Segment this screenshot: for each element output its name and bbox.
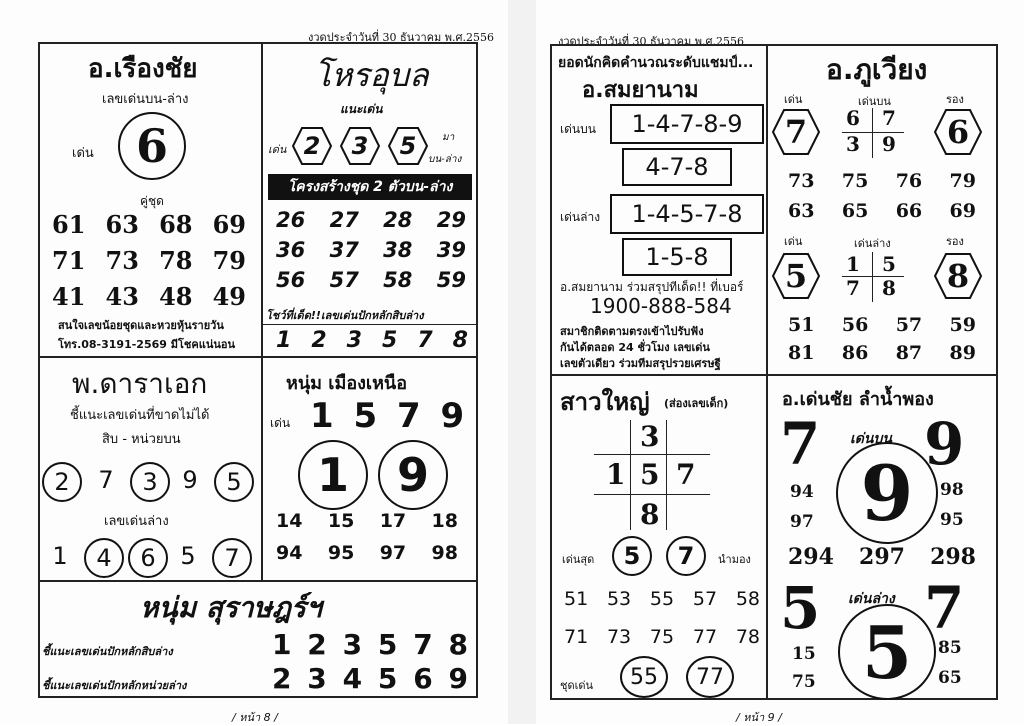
daraek-top-3: 3 xyxy=(130,462,170,502)
hex-2: 3 xyxy=(340,126,380,166)
header-left: งวดประจำวันที่ 30 ธันวาคม พ.ศ.2556 xyxy=(308,31,494,44)
phuwiang-row-3: 51 56 57 59 xyxy=(788,314,976,336)
den-lang-label: เด่นล่าง xyxy=(560,210,601,224)
chut-label: ชุดเด่น xyxy=(560,679,594,692)
phuwiang-top-rong: 6 xyxy=(934,108,982,156)
hex-1: 2 xyxy=(292,126,332,166)
num-surat-label-1: ชี้แนะเลขเด่นปักหลักสิบล่าง xyxy=(42,645,173,658)
num-surat-digits-2: 2 3 4 5 6 9 xyxy=(272,662,468,695)
den-circle: 6 xyxy=(118,112,186,180)
daraek-bottom-2: 4 xyxy=(84,538,124,578)
daraek-bottom-4: 5 xyxy=(180,542,196,570)
chut-circle-2: 77 xyxy=(686,656,734,698)
horoscope-title: โหรอุบล xyxy=(314,56,429,94)
mid-box: 4-7-8 xyxy=(622,148,732,186)
daraek-top-2: 7 xyxy=(98,466,114,494)
saoyai-subtitle: (ส่องเลขเด็ก) xyxy=(664,397,729,410)
phuwiang-den-label-2: เด่น xyxy=(784,235,803,248)
daraek-top-1: 2 xyxy=(42,462,82,502)
left-page xyxy=(0,0,508,724)
num-surat-digits-1: 1 2 3 5 7 8 xyxy=(272,628,468,661)
horoscope-digits: 1 2 3 5 7 8 xyxy=(276,328,468,353)
phuwiang-den-label: เด่น xyxy=(784,93,803,106)
ruang-phone: โทร.08-3191-2569 มีโชคแน่นอน xyxy=(58,338,235,351)
phuwiang-row-2: 63 65 66 69 xyxy=(788,200,976,222)
horoscope-den-label: เด่น xyxy=(268,143,287,156)
lang-center-circle: 5 xyxy=(838,604,936,700)
phuwiang-low-hex: 5 xyxy=(772,252,820,300)
denchai-title: อ.เด่นชัย ลำน้ำพอง xyxy=(782,389,934,410)
phuwiang-row-1: 73 75 76 79 xyxy=(788,170,976,192)
horoscope-note: โชว์ที่เด็ด!!เลขเด่นปักหลักสิบล่าง xyxy=(266,309,424,322)
den-lang-box: 1-4-5-7-8 xyxy=(610,194,764,234)
ruang-note: สนใจเลขน้อยชุดและหวยหุ้นรายวัน xyxy=(58,319,224,332)
samyanam-note4: เลขตัวเดียว ร่วมทีมสรุปรวยเศรษฐี xyxy=(560,357,721,370)
num-north-row-1: 14 15 17 18 xyxy=(276,510,458,532)
header-right: งวดประจำวันที่ 30 ธันวาคม พ.ศ.2556 xyxy=(558,35,744,48)
den-label: เด่น xyxy=(72,146,94,161)
daraek-top-4: 9 xyxy=(182,466,198,494)
saoyai-title: สาวใหญ่ xyxy=(560,388,650,416)
lang-label: เด่นล่าง xyxy=(848,591,895,607)
daraek-top-5: 5 xyxy=(214,462,254,502)
samyanam-title: อ.สมยานาม xyxy=(582,78,699,103)
horoscope-bar: โครงสร้างชุด 2 ตัวบน-ล่าง xyxy=(268,174,472,200)
daraek-low-label: เลขเด่นล่าง xyxy=(104,514,169,529)
lang-right: 7 xyxy=(924,574,965,642)
saoyai-row-1: 51 53 55 57 58 xyxy=(564,588,760,610)
footer-left: / หน้า 8 / xyxy=(232,711,278,724)
denchai-mid-row: 294 297 298 xyxy=(788,544,976,570)
phuwiang-rong-label-2: รอง xyxy=(946,235,964,248)
samyanam-note2: สมาชิกติดตามตรงเข้าไปรับฟัง xyxy=(560,325,704,338)
saoyai-circle-1: 5 xyxy=(612,536,652,576)
den-sut-label: เด่นสุด xyxy=(562,553,595,566)
daraek-bottom-1: 1 xyxy=(52,542,68,570)
phuwiang-den-bon-label: เด่นบน xyxy=(858,95,891,108)
ruang-chai-subtitle: เลขเด่นบน-ล่าง xyxy=(102,92,189,107)
phuwiang-den-lang-label: เด่นล่าง xyxy=(854,237,891,250)
bon-label: เด่นบน xyxy=(850,431,892,447)
ruang-row-3: 41 43 48 49 xyxy=(52,282,246,311)
phuwiang-row-4: 81 86 87 89 xyxy=(788,342,976,364)
num-surat-label-2: ชี้แนะเลขเด่นปักหลักหน่วยล่าง xyxy=(42,679,187,692)
samyanam-phone: 1900-888-584 xyxy=(590,294,732,318)
chut-circle-1: 55 xyxy=(620,656,668,698)
samyanam-top-note: ยอดนักคิดคำนวณระดับแชมป์... xyxy=(558,55,754,71)
phuwiang-title: อ.ภูเวียง xyxy=(826,53,928,86)
num-north-circle-2: 9 xyxy=(378,440,448,510)
binder-gap xyxy=(508,0,536,724)
nam-mong-label: นำมอง xyxy=(718,553,751,566)
num-north-den-label: เด่น xyxy=(270,416,291,430)
horoscope-grid-row-3: 56 57 58 59 xyxy=(276,268,466,292)
lang-left: 5 xyxy=(780,574,821,642)
saoyai-row-2: 71 73 75 77 78 xyxy=(564,626,760,648)
phuwiang-low-rong: 8 xyxy=(934,252,982,300)
daraek-title: พ.ดาราเอก xyxy=(72,367,208,400)
side-label-2: บน-ล่าง xyxy=(428,154,462,165)
bon-left: 7 xyxy=(780,410,821,478)
bon-center-circle: 9 xyxy=(836,442,938,544)
hex-3: 5 xyxy=(388,126,428,166)
side-label-1: มา xyxy=(442,132,455,143)
phuwiang-rong-label: รอง xyxy=(946,93,964,106)
right-page: งวดประจำวันที่ 30 ธันวาคม พ.ศ.2556 ยอดนักคิดคำนวณระดับแชมป์... อ.สมยานาม เด่นบน 1-4-7-8-9 4-7-8 เด่นล่าง 1-4-5-7-8 1-5-8 อ.สมยานาม ร่วมสรุปทีเด็ด!! ที่เบอร์ 1900-888-584 สมาชิกติดตามตรงเข้าไปรับฟัง กันได้ตลอด 24 ชั่วโมง เลขเด่น เลขตัวเดียว ร่วมทีมสรุปรวยเศรษฐี อ.ภูเวียง เด่น เด่นบน รอง 7 6 7 3 9 6 73 75 76 79 63 65 66 69 เด่น เด่นล่าง รอง 5 1 5 7 8 8 51 56 57 59 81 86 87 89 สาวใหญ่ (ส่องเลขเด็ก) 3 1 5 7 8 เด่นสุด 5 7 นำมอง 51 53 55 57 58 71 73 75 77 78 ชุดเด่น 55 77 อ.เด่นชัย ลำน้ำพอง 7 เด่นบน 9 9 94 97 98 95 294 297 298 5 เด่นล่าง 7 5 15 75 85 65 / หน้า 9 / xyxy=(536,0,1024,724)
pair-label: คู่ชุด xyxy=(140,194,164,208)
horoscope-subtitle: แนะเด่น xyxy=(340,102,383,116)
saoyai-circle-2: 7 xyxy=(666,536,706,576)
phuwiang-top-hex: 7 xyxy=(772,108,820,156)
bottom-box: 1-5-8 xyxy=(622,238,732,276)
num-north-big-digits: 1 5 7 9 xyxy=(310,396,469,436)
ruang-row-2: 71 73 78 79 xyxy=(52,246,246,275)
ruang-chai-title: อ.เรืองชัย xyxy=(88,54,198,84)
num-north-row-2: 94 95 97 98 xyxy=(276,542,458,564)
daraek-bottom-5: 7 xyxy=(212,538,252,578)
bon-right: 9 xyxy=(924,410,965,478)
samyanam-note1: อ.สมยานาม ร่วมสรุปทีเด็ด!! ที่เบอร์ xyxy=(560,280,744,294)
daraek-line2: สิบ - หน่วยบน xyxy=(102,432,181,447)
num-surat-title: หนุ่ม สุราษฎร์ฯ xyxy=(140,591,322,624)
ruang-row-1: 61 63 68 69 xyxy=(52,210,246,239)
num-north-circle-1: 1 xyxy=(298,440,368,510)
horoscope-grid-row-1: 26 27 28 29 xyxy=(276,208,466,232)
footer-right: / หน้า 9 / xyxy=(736,711,782,724)
daraek-bottom-3: 6 xyxy=(128,538,168,578)
horoscope-grid-row-2: 36 37 38 39 xyxy=(276,238,466,262)
den-bon-label: เด่นบน xyxy=(560,122,596,136)
daraek-line1: ชี้แนะเลขเด่นที่ขาดไม่ได้ xyxy=(70,408,210,423)
den-bon-box: 1-4-7-8-9 xyxy=(610,104,764,144)
num-north-title: หนุ่ม เมืองเหนือ xyxy=(286,373,408,394)
samyanam-note3: กันได้ตลอด 24 ชั่วโมง เลขเด่น xyxy=(560,341,710,354)
